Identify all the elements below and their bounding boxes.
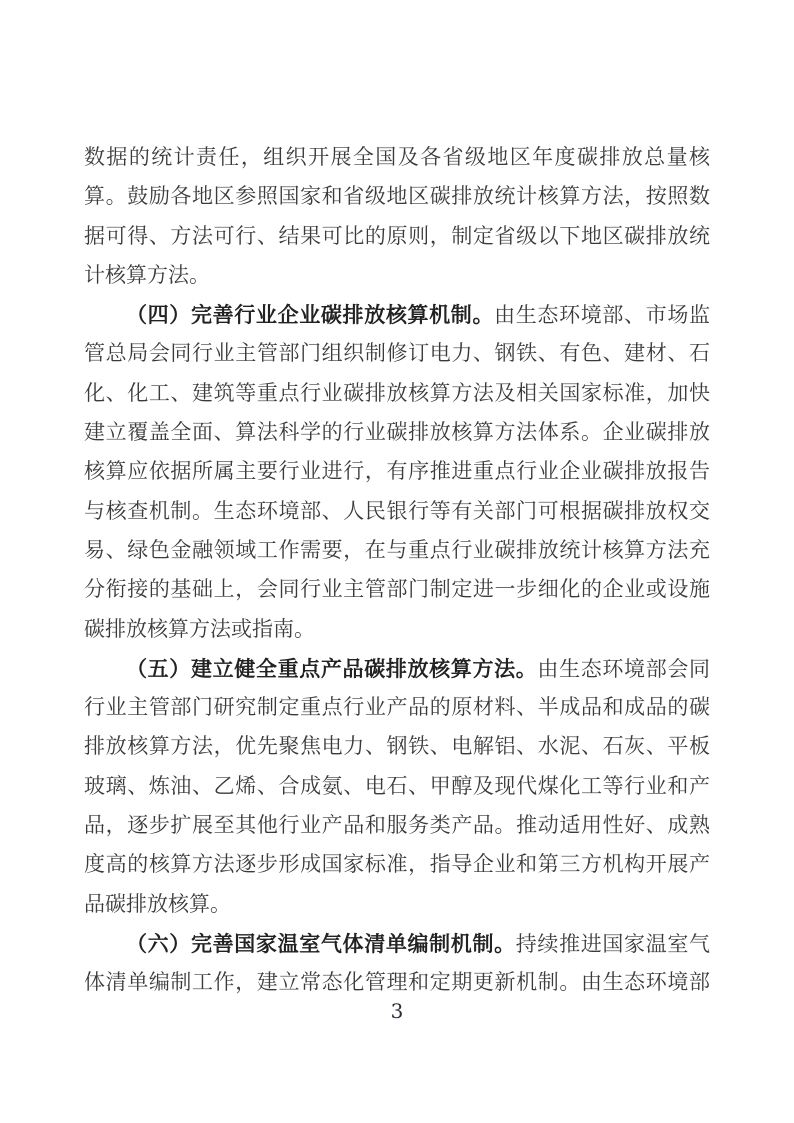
- section-four-lead-text: 由生态环境部、市场监: [494, 303, 711, 328]
- text-line: 行业主管部门研究制定重点行业产品的原材料、半成品和成品的碳: [84, 695, 710, 720]
- section-five-lead-text: 由生态环境部会同: [537, 656, 710, 681]
- section-four-heading-line: [84, 295, 710, 334]
- text-line: 易、绿色金融领域工作需要，在与重点行业碳排放统计核算方法充: [84, 537, 710, 562]
- text-line: 核算应依据所属主要行业进行，有序推进重点行业企业碳排放报告: [84, 459, 710, 484]
- text-line: 体清单编制工作，建立常态化管理和定期更新机制。由生态环境部: [84, 970, 710, 995]
- text-line: 排放核算方法，优先聚焦电力、钢铁、电解铝、水泥、石灰、平板: [84, 734, 710, 759]
- text-line: 品碳排放核算。: [84, 891, 231, 916]
- text-line: 玻璃、炼油、乙烯、合成氨、电石、甲醇及现代煤化工等行业和产: [84, 773, 710, 798]
- page-number: 3: [390, 999, 404, 1023]
- paragraph-six: [84, 924, 710, 1003]
- text-line: 数据的统计责任，组织开展全国及各省级地区年度碳排放总量核: [84, 145, 710, 169]
- section-five-heading: （五）建立健全重点产品碳排放核算方法。: [126, 655, 538, 681]
- text-line: 管总局会同行业主管部门组织制修订电力、钢铁、有色、建材、石: [84, 341, 710, 366]
- paragraph-continuation: [84, 138, 710, 295]
- text-line: 品，逐步扩展至其他行业产品和服务类产品。推动适用性好、成熟: [84, 813, 710, 838]
- text-line: 分衔接的基础上，会同行业主管部门制定进一步细化的企业或设施: [84, 577, 710, 602]
- document-body: [84, 138, 710, 1003]
- text-line: 计核算方法。: [84, 262, 210, 287]
- text-line: 碳排放核算方法或指南。: [84, 616, 315, 641]
- section-six-heading-line: [84, 924, 710, 963]
- section-six-heading: （六）完善国家温室气体清单编制机制。: [126, 930, 516, 956]
- paragraph-five: [84, 649, 710, 924]
- text-line: 与核查机制。生态环境部、人民银行等有关部门可根据碳排放权交: [84, 498, 710, 523]
- section-four-heading: （四）完善行业企业碳排放核算机制。: [126, 302, 495, 328]
- text-line: 化、化工、建筑等重点行业碳排放核算方法及相关国家标准，加快: [84, 380, 710, 405]
- section-five-heading-line: [84, 649, 710, 688]
- paragraph-four: [84, 295, 710, 649]
- section-six-lead-text: 持续推进国家温室气: [515, 931, 711, 956]
- text-line: 算。鼓励各地区参照国家和省级地区碳排放统计核算方法，按照数: [84, 184, 710, 209]
- text-line: 建立覆盖全面、算法科学的行业碳排放核算方法体系。企业碳排放: [84, 420, 710, 445]
- text-line: 度高的核算方法逐步形成国家标准，指导企业和第三方机构开展产: [84, 852, 710, 877]
- text-line: 据可得、方法可行、结果可比的原则，制定省级以下地区碳排放统: [84, 223, 710, 248]
